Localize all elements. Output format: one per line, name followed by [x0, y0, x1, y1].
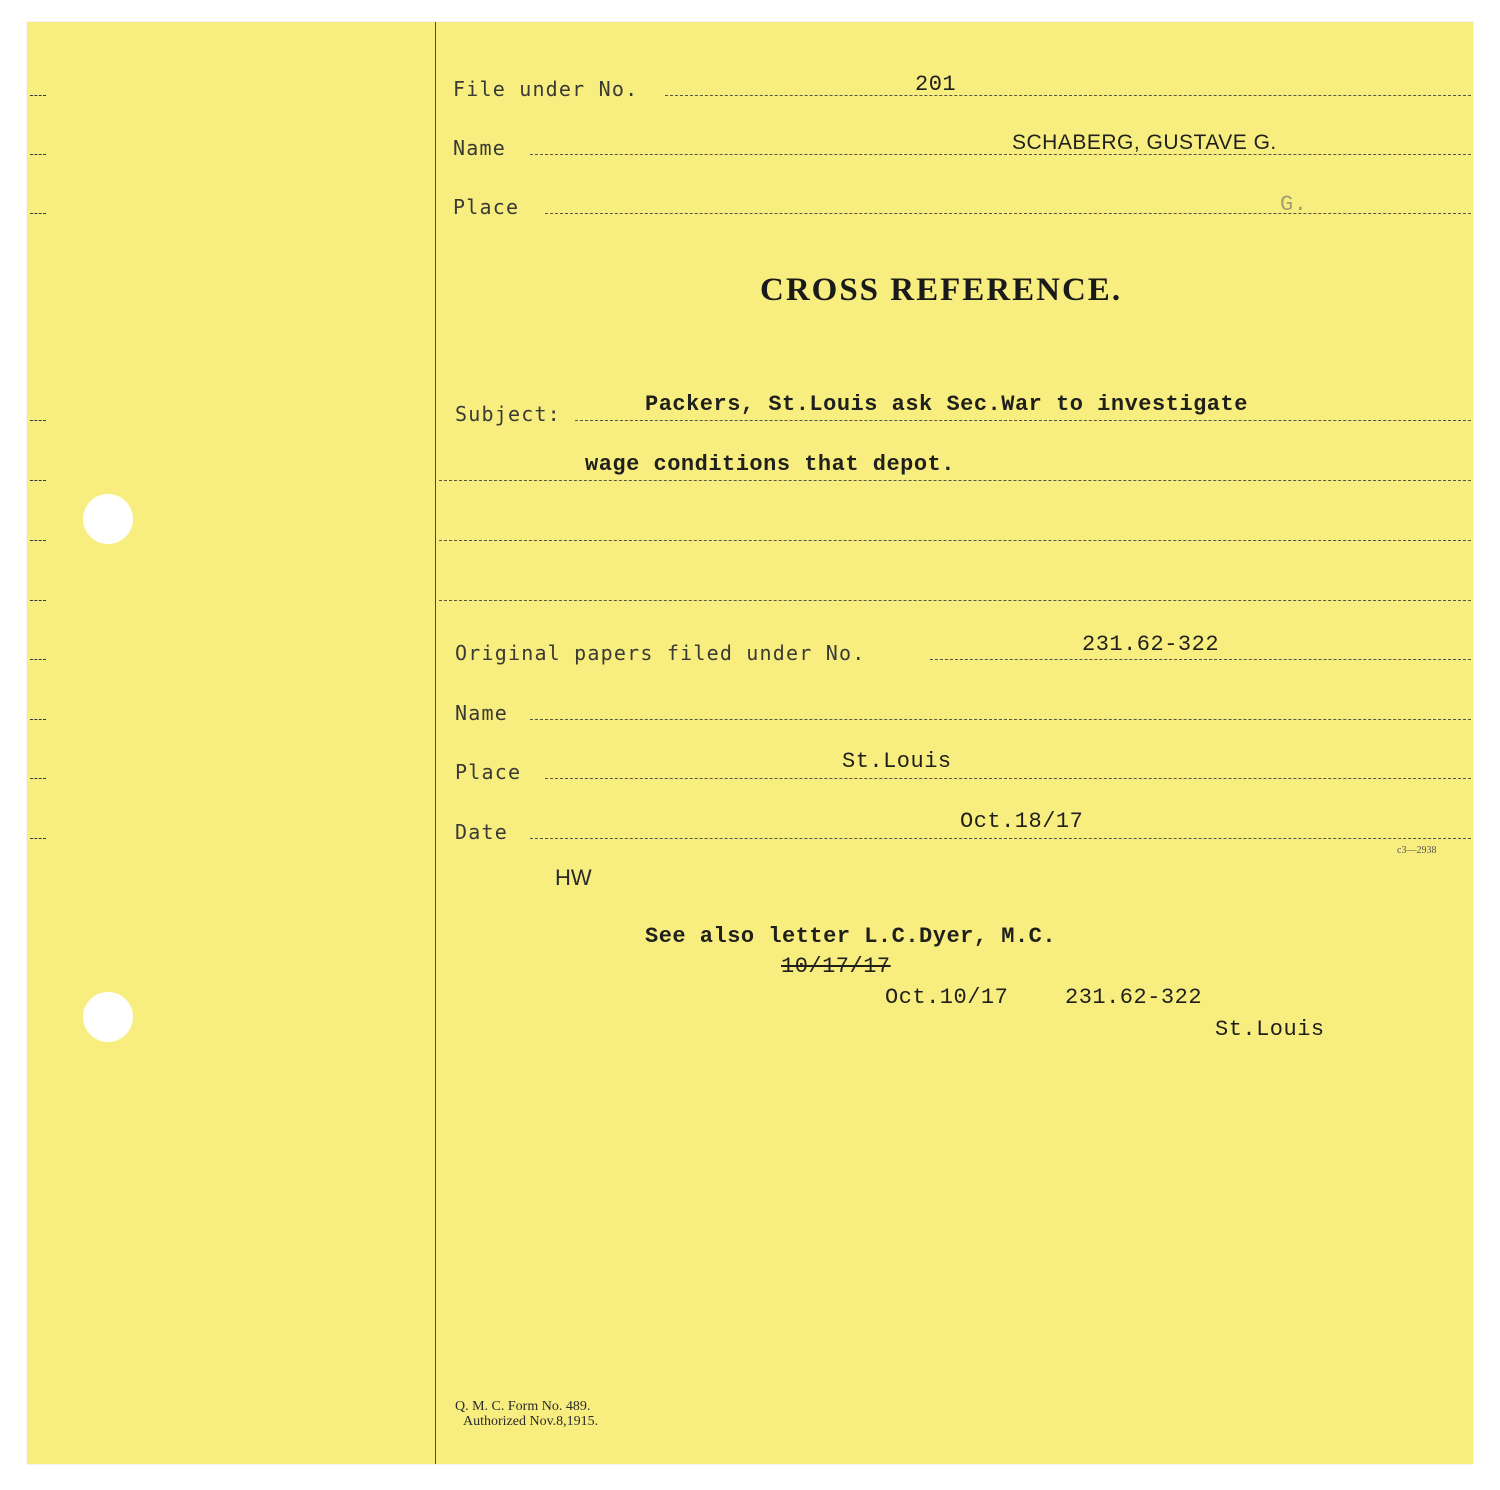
subject-label: Subject: — [455, 402, 561, 426]
place2-label: Place — [455, 760, 522, 784]
margin-tick — [30, 480, 46, 481]
place-label: Place — [453, 195, 520, 219]
original-papers-value: 231.62-322 — [1082, 632, 1220, 657]
subject-line-1 — [575, 420, 1471, 421]
print-code: c3—2938 — [1397, 845, 1437, 856]
margin-tick — [30, 213, 46, 214]
file-under-value: 201 — [915, 72, 957, 97]
form-authorized: Authorized Nov.8,1915. — [463, 1414, 599, 1429]
margin-tick — [30, 154, 46, 155]
form-number: Q. M. C. Form No. 489. — [455, 1399, 591, 1414]
date-value: Oct.18/17 — [960, 809, 1084, 834]
subject-line-2 — [439, 480, 1471, 481]
place-line — [545, 213, 1471, 214]
margin-tick — [30, 778, 46, 779]
name-label: Name — [453, 136, 506, 160]
file-under-line — [665, 95, 1471, 96]
name2-label: Name — [455, 701, 508, 725]
file-under-label: File under No. — [453, 77, 639, 101]
margin-tick — [30, 540, 46, 541]
punch-hole — [83, 494, 133, 544]
punch-hole — [83, 992, 133, 1042]
subject-line-3 — [439, 540, 1471, 541]
note-line-4: St.Louis — [1215, 1017, 1325, 1042]
name2-line — [530, 719, 1471, 720]
original-papers-line — [930, 659, 1471, 660]
note-line-3-number: 231.62-322 — [1065, 985, 1203, 1010]
subject-text-1: Packers, St.Louis ask Sec.War to investigate — [645, 392, 1248, 417]
margin-tick — [30, 95, 46, 96]
place2-value: St.Louis — [842, 749, 952, 774]
note-line-3-date: Oct.10/17 — [885, 985, 1009, 1010]
name-value: SCHABERG, GUSTAVE G. — [1012, 131, 1277, 154]
date-line — [530, 838, 1471, 839]
place-value: G. — [1280, 192, 1308, 217]
initials: HW — [555, 865, 592, 890]
margin-tick — [30, 838, 46, 839]
note-line-1: See also letter L.C.Dyer, M.C. — [645, 924, 1057, 949]
date-label: Date — [455, 820, 508, 844]
margin-tick — [30, 600, 46, 601]
note-line-2: 10/17/17 — [781, 954, 891, 979]
subject-text-2: wage conditions that depot. — [585, 452, 955, 477]
original-papers-label: Original papers filed under No. — [455, 641, 866, 665]
margin-tick — [30, 659, 46, 660]
margin-tick — [30, 719, 46, 720]
place2-line — [545, 778, 1471, 779]
name-line — [530, 154, 1471, 155]
form-title: CROSS REFERENCE. — [760, 272, 1123, 308]
cross-reference-card — [27, 22, 1473, 1464]
margin-tick — [30, 420, 46, 421]
margin-rule — [435, 22, 436, 1464]
subject-line-4 — [439, 600, 1471, 601]
